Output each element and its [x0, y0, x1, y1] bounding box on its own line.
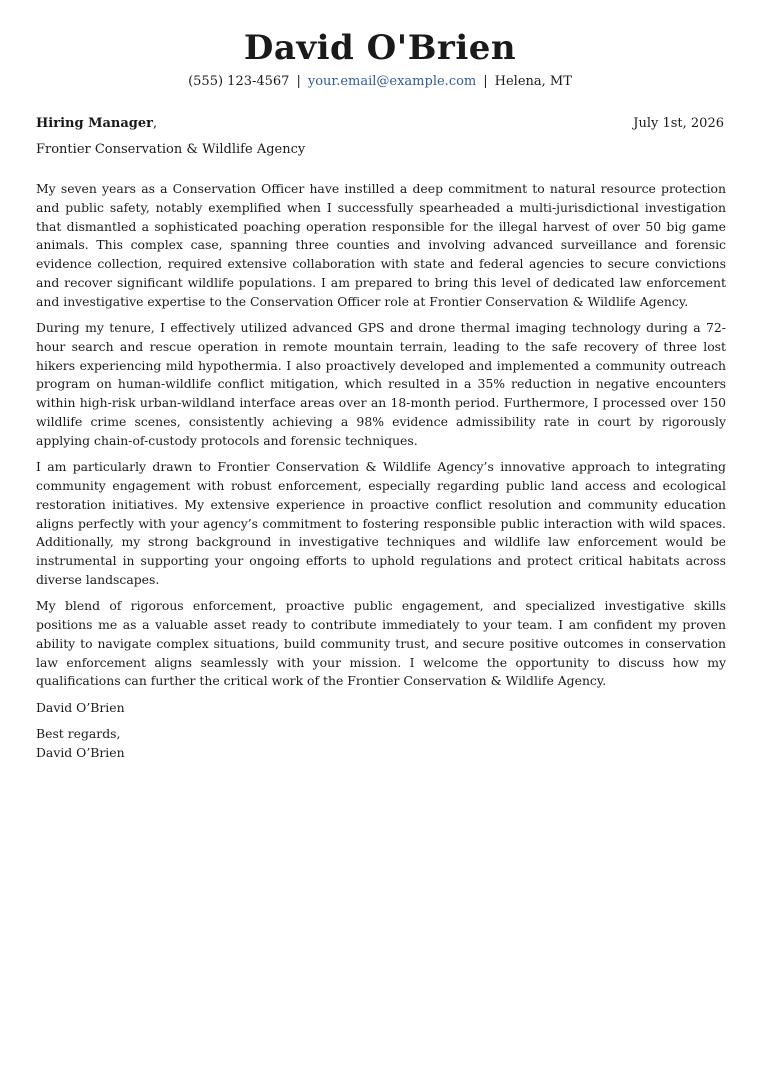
letter-date: July 1st, 2026 — [633, 116, 724, 131]
recipient-title-suffix: , — [152, 116, 158, 131]
contact-line — [0, 73, 760, 91]
recipient-organization: Frontier Conservation & Wildlife Agency — [36, 142, 306, 157]
phone-number: (555) 123-4567 — [188, 74, 290, 89]
body-paragraph: I am particularly drawn to Frontier Conservation & Wildlife Agency’s innovative approach to integrating community engagement with robust enforcement, especially regarding public land access and ecological restoration initiatives. My extensive experience in proactive conflict resolution and community education aligns perfectly with your agency’s commitment to fostering responsible public interaction with wild spaces. Additionally, my strong background in investigative techniques and wildlife law enforcement would be instrumental in supporting your ongoing efforts to uphold regulations and protect critical habitats across diverse landscapes. — [36, 459, 726, 587]
body-paragraph: My blend of rigorous enforcement, proactive public engagement, and specialized investigative skills positions me as a valuable asset ready to contribute immediately to your team. I am confident my proven ability to navigate complex situations, build community trust, and secure positive outcomes in conservation law enforcement aligns seamlessly with your mission. I welcome the opportunity to discuss how my qualifications can further the critical work of the Frontier Conservation & Wildlife Agency. — [36, 598, 726, 689]
location: Helena, MT — [494, 74, 572, 89]
closing-block — [36, 725, 726, 763]
signature-line: David O’Brien — [36, 699, 125, 715]
contact-separator: | — [296, 74, 301, 89]
body-paragraph: During my tenure, I effectively utilized advanced GPS and drone thermal imaging technology during a 72-hour search and rescue operation in remote mountain terrain, leading to the safe recovery of three lost hikers experiencing mild hypothermia. I also proactively developed and implemented a community outreach program on human-wildlife conflict mitigation, which resulted in a 35% reduction in negative encounters within high-risk urban-wildland interface areas over an 18-month period. Furthermore, I processed over 150 wildlife crime scenes, consistently achieving a 98% evidence admissibility rate in court by rigorously applying chain-of-custody protocols and forensic techniques. — [36, 320, 726, 448]
body-paragraph: My seven years as a Conservation Officer have instilled a deep commitment to natural resource protection and public safety, notably exemplified when I successfully spearheaded a multi-jurisdictional investigation that dismantled a sophisticated poaching operation responsible for the illegal harvest of over 50 big game animals. This complex case, spanning three counties and involving advanced surveillance and forensic evidence collection, required extensive collaboration with state and federal agencies to secure convictions and recover significant wildlife populations. I am prepared to bring this level of dedicated law enforcement and investigative expertise to the Conservation Officer role at Frontier Conservation & Wildlife Agency. — [36, 181, 726, 309]
closing-salutation: Best regards, — [36, 726, 121, 742]
contact-separator: | — [483, 74, 488, 89]
closing-name: David O’Brien — [36, 744, 125, 760]
recipient-title: Hiring Manager — [36, 116, 153, 131]
email-link[interactable]: your.email@example.com — [307, 74, 477, 89]
recipient-row — [36, 115, 724, 133]
letter-body — [36, 180, 726, 763]
applicant-name: David O'Brien — [243, 28, 517, 68]
